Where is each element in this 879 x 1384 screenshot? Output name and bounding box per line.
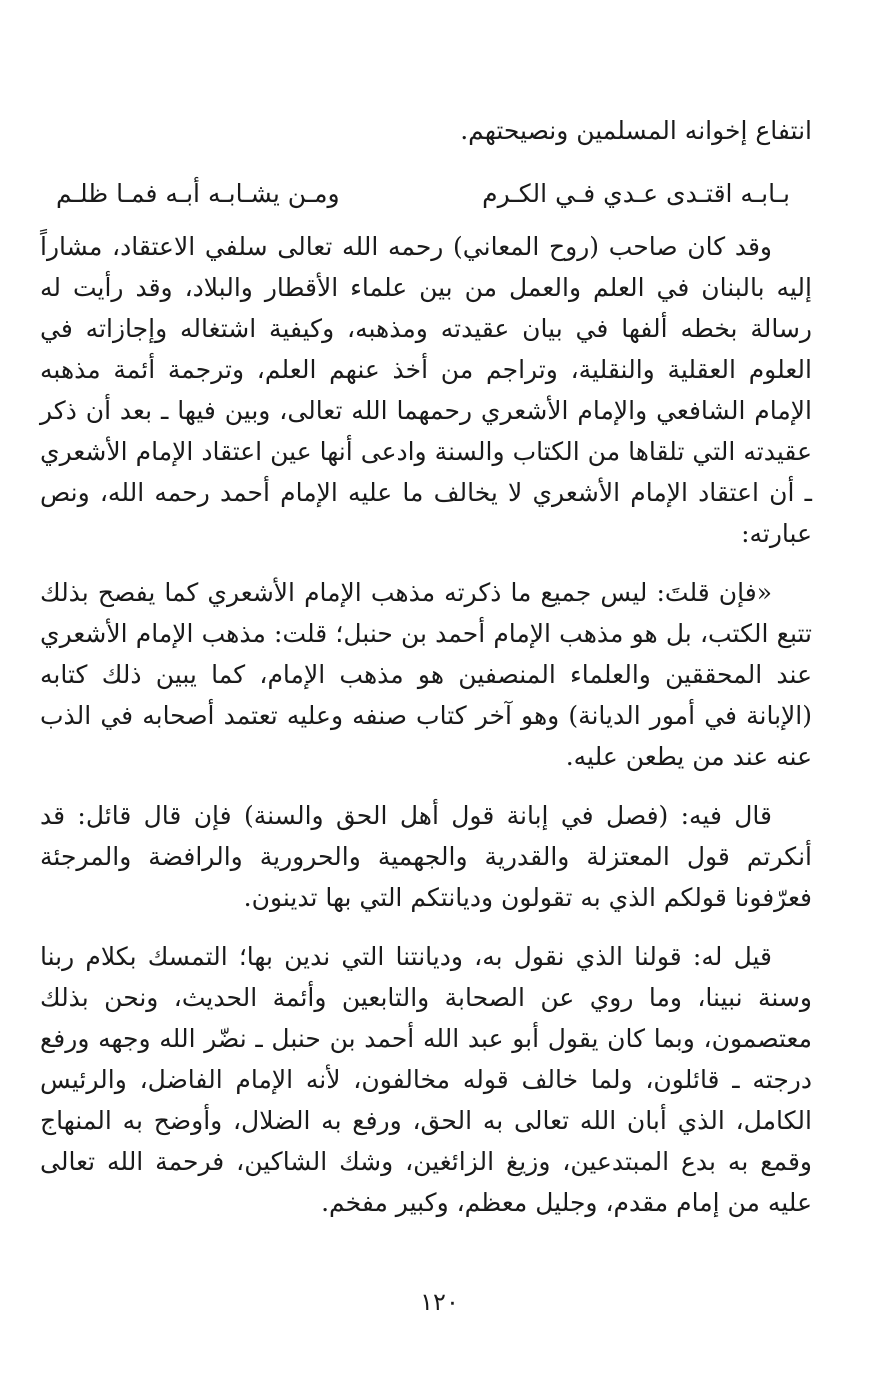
paragraph-author-creed: وقد كان صاحب (روح المعاني) رحمه الله تعالى سلفي الاعتقاد، مشاراً إليه بالبنان في العلم والعمل من بين علماء الأقطار والبلاد، وقد رأيت له رسالة بخطه ألفها في بيان عقيدته ومذهبه، وكيفية اشتغاله وإجازاته في العلوم العقلية والنقلية، وتراجم من أخذ عنهم العلم، وترجمة أئمة مذهبه الإمام الشافعي والإمام الأشعري رحمهما الله تعالى، وبين فيها ـ بعد أن ذكر عقيدته التي تلقاها من الكتاب والسنة وادعى أنها عين اعتقاد الإمام الأشعري ـ أن اعتقاد الإمام الأشعري لا يخالف ما عليه الإمام أحمد رحمه الله، ونص عبارته: [40, 232, 812, 548]
paragraph-continuation: انتفاع إخوانه المسلمين ونصيحتهم. [460, 116, 812, 145]
paragraph-chapter-quote: قال فيه: (فصل في إبانة قول أهل الحق والسنة) فإن قال قائل: قد أنكرتم قول المعتزلة والقدرية والجهمية والحرورية والرافضة والمرجئة فعرّفونا قولكم الذي به تقولون وديانتكم التي بها تدينون. [40, 801, 812, 912]
paragraph-quote-ibana: «فإن قلتَ: ليس جميع ما ذكرته مذهب الإمام الأشعري كما يفصح بذلك تتبع الكتب، بل هو مذهب الإمام أحمد بن حنبل؛ قلت: مذهب الإمام الأشعري عند المحققين والعلماء المنصفين هو مذهب الإمام، كما يبين ذلك كتابه (الإبانة في أمور الديانة) وهو آخر كتاب صنفه وعليه تعتمد أصحابه في الذب عنه عند من يطعن عليه. [40, 578, 812, 771]
page-body [40, 110, 812, 1223]
page-number: ١٢٠ [420, 1288, 459, 1316]
poetry-verse [40, 173, 812, 214]
verse-first-hemistich: بـابـه اقتـدى عـدي فـي الكـرم [482, 179, 790, 208]
verse-second-hemistich: ومـن يشـابـه أبـه فمـا ظلـم [56, 179, 340, 208]
paragraph-reply: قيل له: قولنا الذي نقول به، وديانتنا التي ندين بها؛ التمسك بكلام ربنا وسنة نبينا، وما روي عن الصحابة والتابعين وأئمة الحديث، ونحن بذلك معتصمون، وبما كان يقول أبو عبد الله أحمد بن حنبل ـ نضّر الله وجهه ورفع درجته ـ قائلون، ولما خالف قوله مخالفون، لأنه الإمام الفاضل، والرئيس الكامل، الذي أبان الله تعالى به الحق، ورفع به الضلال، وأوضح به المنهاج وقمع به بدع المبتدعين، وزيغ الزائغين، وشك الشاكين، فرحمة الله تعالى عليه من إمام مقدم، وجليل معظم، وكبير مفخم. [40, 942, 812, 1217]
